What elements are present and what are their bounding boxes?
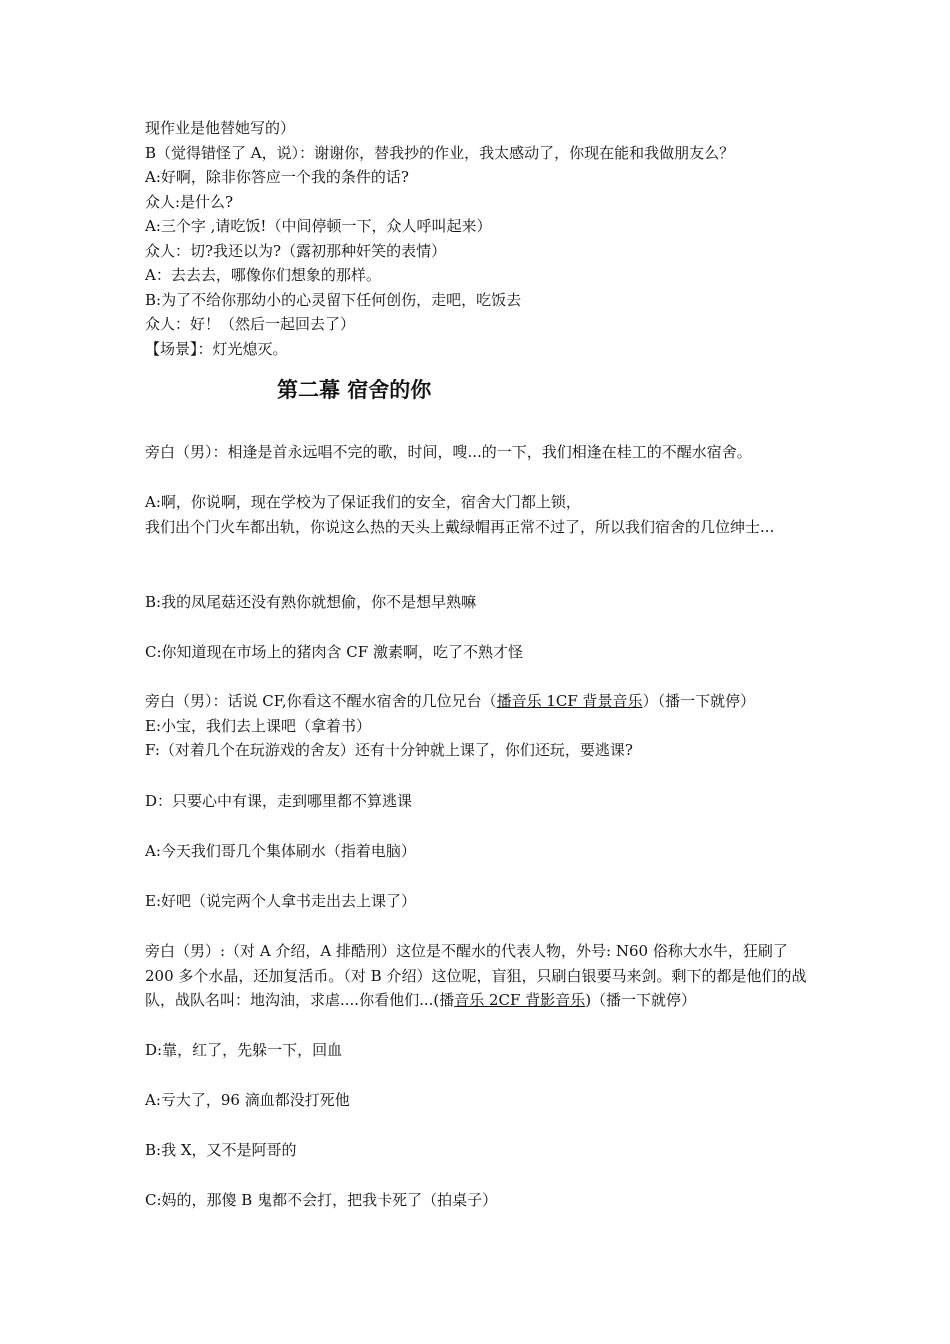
dialogue-b-x: B:我 X，又不是阿哥的 — [145, 1141, 297, 1159]
dialogue-c-desk: C:妈的，那傻 B 鬼都不会打，把我卡死了（拍桌子） — [145, 1191, 498, 1209]
dialogue-line: F:（对着几个在玩游戏的舍友）还有十分钟就上课了，你们还玩，要逃课? — [145, 741, 633, 759]
dialogue-line: E:小宝，我们去上课吧（拿着书） — [145, 716, 372, 735]
script-line: 众人：切?我还以为?（露初那种奸笑的表情） — [145, 241, 447, 260]
narration-cf: 旁白（男）：话说 CF,你看这不醒水宿舍的几位兄台（播音乐 1CF 背景音乐）（播一下就停） — [145, 692, 756, 710]
script-line: 现作业是他替她写的） — [145, 119, 296, 137]
act-title: 第二幕 宿舍的你 — [277, 378, 432, 402]
dialogue-a-loss: A:亏大了，96 滴血都没打死他 — [145, 1091, 350, 1109]
narration-cf-section — [145, 689, 815, 763]
script-line: A：去去去，哪像你们想象的那样。 — [145, 266, 381, 284]
script-line: 众人：好！（然后一起回去了） — [145, 315, 356, 333]
script-line: 众人:是什么? — [145, 192, 234, 211]
dialogue-c-pork: C:你知道现在市场上的猪肉含 CF 激素啊，吃了不熟才怪 — [145, 643, 523, 661]
narration-intro: 旁白（男）：相逢是首永远唱不完的歌，时间，嗖...的一下，我们相逢在桂工的不醒水宿舍。 — [145, 443, 752, 461]
music-cue-link: 音乐 2CF 背影音乐 — [454, 991, 586, 1009]
music-cue-link: 播音乐 1CF 背景音乐 — [496, 692, 643, 710]
scene-direction: 【场景】：灯光熄灭。 — [145, 339, 288, 358]
dialogue-line: 我们出个门火车都出轨，你说这么热的天头上戴绿帽再正常不过了，所以我们宿舍的几位绅士... — [145, 517, 775, 536]
dialogue-line: A:啊，你说啊，现在学校为了保证我们的安全，宿舍大门都上锁， — [145, 493, 581, 511]
script-line: A:好啊，除非你答应一个我的条件的话? — [145, 168, 409, 186]
dialogue-b-mushroom: B:我的凤尾菇还没有熟你就想偷，你不是想早熟嘛 — [145, 593, 477, 611]
dialogue-a-water: A:今天我们哥几个集体刷水（指着电脑） — [145, 842, 416, 860]
dialogue-d-red: D:靠，红了，先躲一下，回血 — [145, 1041, 343, 1059]
dialogue-a-intro — [145, 490, 815, 539]
script-line: B（觉得错怪了 A，说）：谢谢你，替我抄的作业，我太感动了，你现在能和我做朋友么？ — [145, 143, 735, 162]
script-line: A:三个字 ,请吃饭!（中间停顿一下，众人呼叫起来） — [145, 217, 492, 235]
script-top-section — [145, 116, 815, 361]
dialogue-d: D：只要心中有课，走到哪里都不算逃课 — [145, 792, 413, 810]
dialogue-e-leave: E:好吧（说完两个人拿书走出去上课了） — [145, 892, 417, 910]
script-line: B:为了不给你那幼小的心灵留下任何创伤，走吧，吃饭去 — [145, 290, 522, 309]
narration-introductions: 旁白（男）:（对 A 介绍，A 排酷刑）这位是不醒水的代表人物，外号: N60 俗称大水牛，狂刷了 200 多个水晶，还加复活币。（对 B 介绍）这位呢，盲狙，只刷白银要马来剑。剩下的都是他们的战队，战队名叫：地沟油，求虐....你看他们...(播音乐 2CF 背影音乐)（播一下就停） — [145, 942, 807, 1009]
